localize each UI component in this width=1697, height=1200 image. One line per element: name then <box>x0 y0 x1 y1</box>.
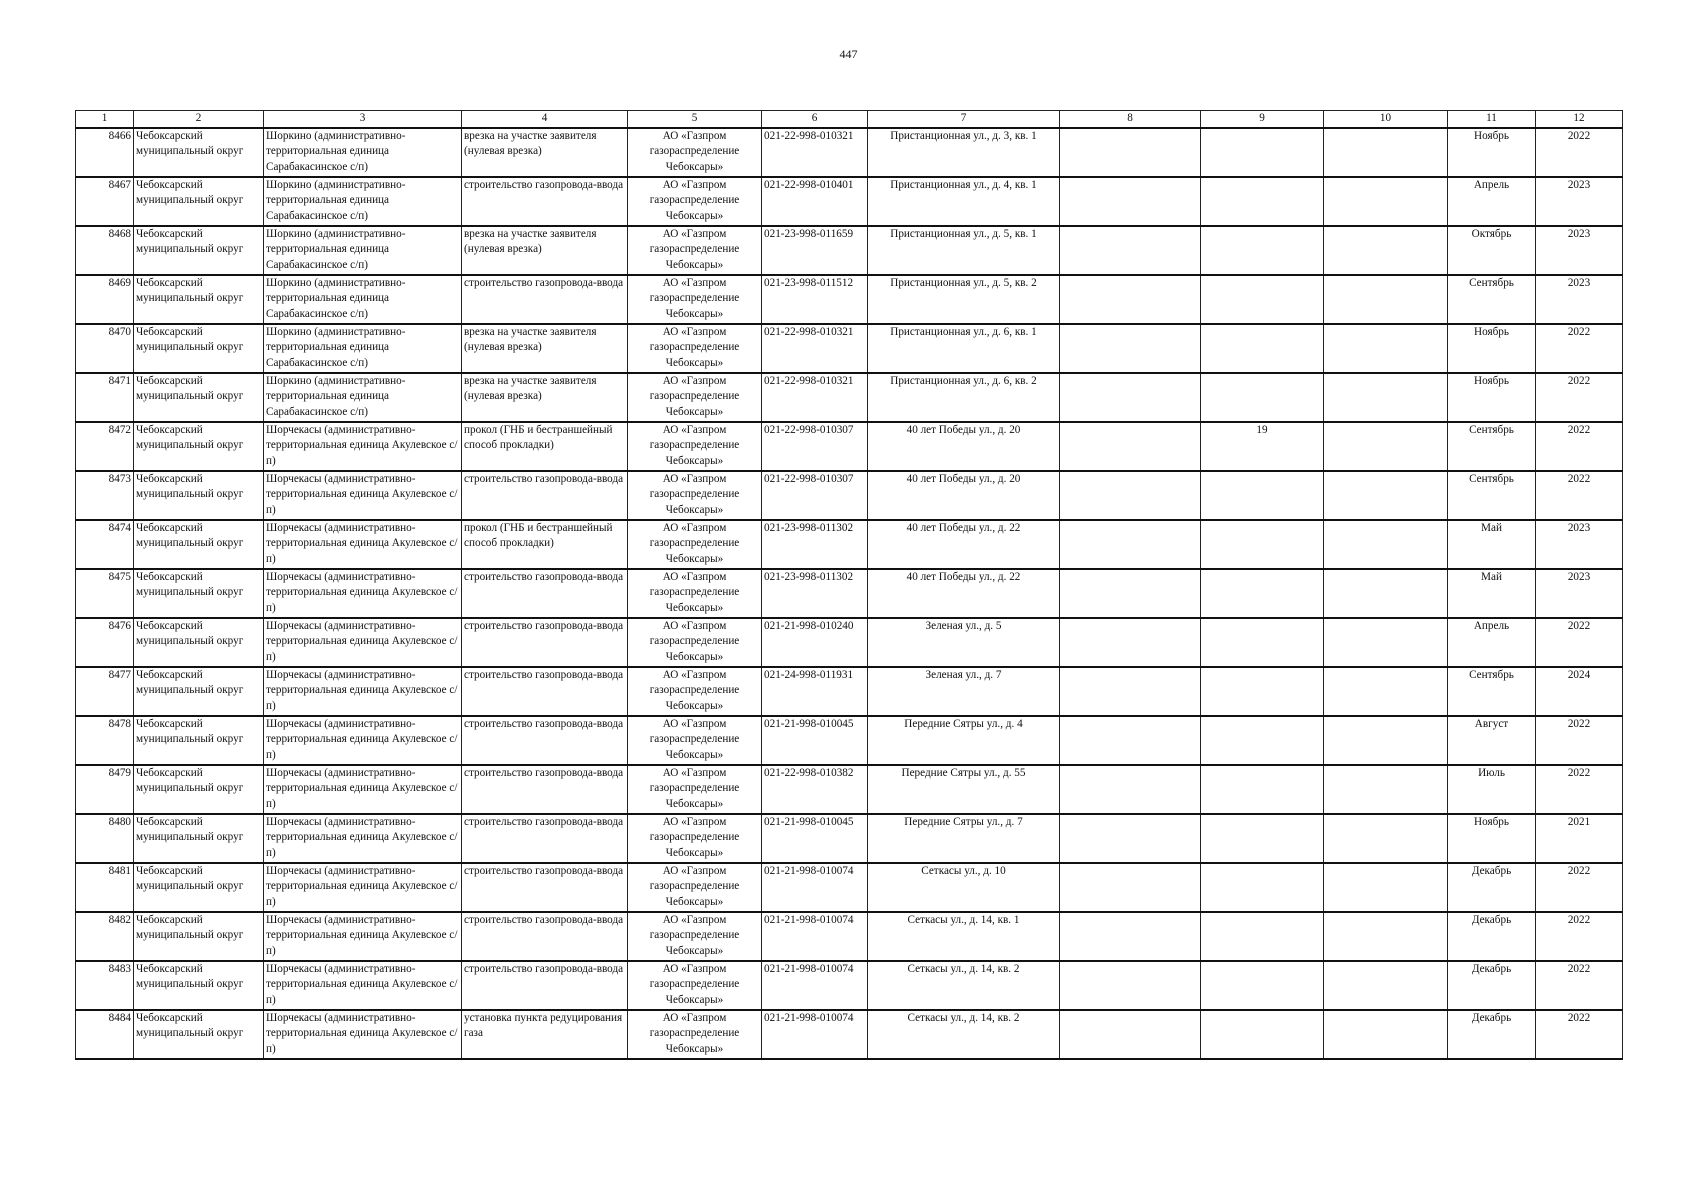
organization-cell: АО «Газпром газораспределение Чебоксары» <box>628 716 762 765</box>
table-row <box>76 177 1623 226</box>
code-cell: 021-21-998-010074 <box>762 863 868 912</box>
address-cell: Зеленая ул., д. 5 <box>868 618 1060 667</box>
column-9-cell <box>1201 373 1324 422</box>
table-row <box>76 961 1623 1010</box>
locality-cell: Шоркино (административно-территориальная единица Сарабакасинское с/п) <box>264 373 462 422</box>
column-10-cell <box>1324 912 1448 961</box>
code-cell: 021-21-998-010074 <box>762 1010 868 1059</box>
column-header: 4 <box>462 111 628 128</box>
organization-cell: АО «Газпром газораспределение Чебоксары» <box>628 128 762 177</box>
month-cell: Сентябрь <box>1448 667 1536 716</box>
code-cell: 021-23-998-011512 <box>762 275 868 324</box>
address-cell: Пристанционная ул., д. 5, кв. 1 <box>868 226 1060 275</box>
organization-cell: АО «Газпром газораспределение Чебоксары» <box>628 961 762 1010</box>
organization-cell: АО «Газпром газораспределение Чебоксары» <box>628 471 762 520</box>
column-8-cell <box>1060 765 1201 814</box>
column-10-cell <box>1324 324 1448 373</box>
column-header: 6 <box>762 111 868 128</box>
column-10-cell <box>1324 422 1448 471</box>
column-9-cell <box>1201 520 1324 569</box>
column-8-cell <box>1060 275 1201 324</box>
work-type-cell: врезка на участке заявителя (нулевая врезка) <box>462 128 628 177</box>
locality-cell: Шорчекасы (административно-территориальная единица Акулевское с/п) <box>264 422 462 471</box>
row-number-cell: 8468 <box>76 226 134 275</box>
district-cell: Чебоксарский муниципальный округ <box>134 226 264 275</box>
row-number-cell: 8474 <box>76 520 134 569</box>
month-cell: Ноябрь <box>1448 814 1536 863</box>
locality-cell: Шорчекасы (административно-территориальная единица Акулевское с/п) <box>264 618 462 667</box>
row-number-cell: 8475 <box>76 569 134 618</box>
month-cell: Декабрь <box>1448 863 1536 912</box>
locality-cell: Шорчекасы (административно-территориальная единица Акулевское с/п) <box>264 471 462 520</box>
column-8-cell <box>1060 863 1201 912</box>
column-10-cell <box>1324 765 1448 814</box>
table-row <box>76 520 1623 569</box>
address-cell: Пристанционная ул., д. 6, кв. 1 <box>868 324 1060 373</box>
address-cell: Передние Сятры ул., д. 7 <box>868 814 1060 863</box>
work-type-cell: установка пункта редуцирования газа <box>462 1010 628 1059</box>
locality-cell: Шорчекасы (административно-территориальная единица Акулевское с/п) <box>264 765 462 814</box>
work-type-cell: строительство газопровода-ввода <box>462 961 628 1010</box>
year-cell: 2023 <box>1536 177 1623 226</box>
column-9-cell <box>1201 961 1324 1010</box>
code-cell: 021-23-998-011302 <box>762 520 868 569</box>
table-row <box>76 765 1623 814</box>
work-type-cell: строительство газопровода-ввода <box>462 863 628 912</box>
locality-cell: Шоркино (административно-территориальная единица Сарабакасинское с/п) <box>264 275 462 324</box>
organization-cell: АО «Газпром газораспределение Чебоксары» <box>628 226 762 275</box>
row-number-cell: 8472 <box>76 422 134 471</box>
month-cell: Декабрь <box>1448 912 1536 961</box>
code-cell: 021-22-998-010401 <box>762 177 868 226</box>
table-row <box>76 275 1623 324</box>
district-cell: Чебоксарский муниципальный округ <box>134 961 264 1010</box>
organization-cell: АО «Газпром газораспределение Чебоксары» <box>628 422 762 471</box>
column-8-cell <box>1060 471 1201 520</box>
district-cell: Чебоксарский муниципальный округ <box>134 667 264 716</box>
column-8-cell <box>1060 520 1201 569</box>
month-cell: Ноябрь <box>1448 373 1536 422</box>
column-8-cell <box>1060 716 1201 765</box>
district-cell: Чебоксарский муниципальный округ <box>134 912 264 961</box>
column-header: 2 <box>134 111 264 128</box>
code-cell: 021-21-998-010240 <box>762 618 868 667</box>
table-row <box>76 569 1623 618</box>
column-8-cell <box>1060 226 1201 275</box>
work-type-cell: строительство газопровода-ввода <box>462 569 628 618</box>
organization-cell: АО «Газпром газораспределение Чебоксары» <box>628 324 762 373</box>
column-8-cell <box>1060 324 1201 373</box>
locality-cell: Шоркино (административно-территориальная единица Сарабакасинское с/п) <box>264 226 462 275</box>
code-cell: 021-22-998-010382 <box>762 765 868 814</box>
district-cell: Чебоксарский муниципальный округ <box>134 177 264 226</box>
column-10-cell <box>1324 814 1448 863</box>
code-cell: 021-22-998-010321 <box>762 128 868 177</box>
year-cell: 2022 <box>1536 373 1623 422</box>
column-9-cell <box>1201 324 1324 373</box>
row-number-cell: 8480 <box>76 814 134 863</box>
organization-cell: АО «Газпром газораспределение Чебоксары» <box>628 814 762 863</box>
code-cell: 021-21-998-010074 <box>762 912 868 961</box>
district-cell: Чебоксарский муниципальный округ <box>134 1010 264 1059</box>
table-row <box>76 863 1623 912</box>
work-type-cell: строительство газопровода-ввода <box>462 275 628 324</box>
table-row <box>76 618 1623 667</box>
year-cell: 2021 <box>1536 814 1623 863</box>
work-type-cell: строительство газопровода-ввода <box>462 667 628 716</box>
month-cell: Апрель <box>1448 177 1536 226</box>
year-cell: 2022 <box>1536 863 1623 912</box>
column-8-cell <box>1060 814 1201 863</box>
column-header: 3 <box>264 111 462 128</box>
registry-table <box>75 110 1623 1060</box>
month-cell: Май <box>1448 520 1536 569</box>
column-9-cell <box>1201 275 1324 324</box>
address-cell: Пристанционная ул., д. 3, кв. 1 <box>868 128 1060 177</box>
column-header: 1 <box>76 111 134 128</box>
column-10-cell <box>1324 520 1448 569</box>
column-10-cell <box>1324 569 1448 618</box>
code-cell: 021-24-998-011931 <box>762 667 868 716</box>
column-9-cell <box>1201 128 1324 177</box>
work-type-cell: строительство газопровода-ввода <box>462 716 628 765</box>
column-9-cell: 19 <box>1201 422 1324 471</box>
row-number-cell: 8482 <box>76 912 134 961</box>
locality-cell: Шорчекасы (административно-территориальная единица Акулевское с/п) <box>264 716 462 765</box>
month-cell: Апрель <box>1448 618 1536 667</box>
work-type-cell: врезка на участке заявителя (нулевая врезка) <box>462 226 628 275</box>
code-cell: 021-22-998-010321 <box>762 324 868 373</box>
code-cell: 021-21-998-010074 <box>762 961 868 1010</box>
column-10-cell <box>1324 226 1448 275</box>
column-10-cell <box>1324 618 1448 667</box>
month-cell: Сентябрь <box>1448 422 1536 471</box>
column-8-cell <box>1060 177 1201 226</box>
locality-cell: Шоркино (административно-территориальная единица Сарабакасинское с/п) <box>264 324 462 373</box>
column-9-cell <box>1201 471 1324 520</box>
work-type-cell: строительство газопровода-ввода <box>462 177 628 226</box>
district-cell: Чебоксарский муниципальный округ <box>134 128 264 177</box>
organization-cell: АО «Газпром газораспределение Чебоксары» <box>628 765 762 814</box>
row-number-cell: 8467 <box>76 177 134 226</box>
organization-cell: АО «Газпром газораспределение Чебоксары» <box>628 373 762 422</box>
code-cell: 021-23-998-011659 <box>762 226 868 275</box>
code-cell: 021-22-998-010307 <box>762 422 868 471</box>
organization-cell: АО «Газпром газораспределение Чебоксары» <box>628 177 762 226</box>
year-cell: 2022 <box>1536 961 1623 1010</box>
table-body <box>76 128 1623 1059</box>
address-cell: Передние Сятры ул., д. 4 <box>868 716 1060 765</box>
page-number: 447 <box>839 47 858 61</box>
district-cell: Чебоксарский муниципальный округ <box>134 814 264 863</box>
organization-cell: АО «Газпром газораспределение Чебоксары» <box>628 520 762 569</box>
column-9-cell <box>1201 1010 1324 1059</box>
district-cell: Чебоксарский муниципальный округ <box>134 275 264 324</box>
column-8-cell <box>1060 667 1201 716</box>
work-type-cell: прокол (ГНБ и бестраншейный способ прокладки) <box>462 422 628 471</box>
month-cell: Декабрь <box>1448 961 1536 1010</box>
column-header: 5 <box>628 111 762 128</box>
district-cell: Чебоксарский муниципальный округ <box>134 716 264 765</box>
table-row <box>76 324 1623 373</box>
month-cell: Май <box>1448 569 1536 618</box>
row-number-cell: 8483 <box>76 961 134 1010</box>
month-cell: Декабрь <box>1448 1010 1536 1059</box>
month-cell: Ноябрь <box>1448 324 1536 373</box>
district-cell: Чебоксарский муниципальный округ <box>134 863 264 912</box>
column-10-cell <box>1324 863 1448 912</box>
year-cell: 2023 <box>1536 226 1623 275</box>
organization-cell: АО «Газпром газораспределение Чебоксары» <box>628 912 762 961</box>
row-number-cell: 8471 <box>76 373 134 422</box>
organization-cell: АО «Газпром газораспределение Чебоксары» <box>628 618 762 667</box>
district-cell: Чебоксарский муниципальный округ <box>134 422 264 471</box>
year-cell: 2022 <box>1536 422 1623 471</box>
locality-cell: Шорчекасы (административно-территориальная единица Акулевское с/п) <box>264 814 462 863</box>
column-9-cell <box>1201 667 1324 716</box>
column-9-cell <box>1201 226 1324 275</box>
table-row <box>76 667 1623 716</box>
column-8-cell <box>1060 1010 1201 1059</box>
address-cell: Зеленая ул., д. 7 <box>868 667 1060 716</box>
month-cell: Август <box>1448 716 1536 765</box>
district-cell: Чебоксарский муниципальный округ <box>134 765 264 814</box>
address-cell: 40 лет Победы ул., д. 20 <box>868 422 1060 471</box>
table-row <box>76 1010 1623 1059</box>
column-10-cell <box>1324 275 1448 324</box>
locality-cell: Шорчекасы (административно-территориальная единица Акулевское с/п) <box>264 569 462 618</box>
code-cell: 021-23-998-011302 <box>762 569 868 618</box>
work-type-cell: строительство газопровода-ввода <box>462 618 628 667</box>
work-type-cell: строительство газопровода-ввода <box>462 814 628 863</box>
column-10-cell <box>1324 716 1448 765</box>
year-cell: 2022 <box>1536 1010 1623 1059</box>
column-10-cell <box>1324 373 1448 422</box>
column-10-cell <box>1324 128 1448 177</box>
column-10-cell <box>1324 471 1448 520</box>
locality-cell: Шорчекасы (административно-территориальная единица Акулевское с/п) <box>264 520 462 569</box>
column-10-cell <box>1324 961 1448 1010</box>
column-8-cell <box>1060 569 1201 618</box>
column-9-cell <box>1201 177 1324 226</box>
row-number-cell: 8477 <box>76 667 134 716</box>
address-cell: Передние Сятры ул., д. 55 <box>868 765 1060 814</box>
table-row <box>76 128 1623 177</box>
year-cell: 2022 <box>1536 324 1623 373</box>
row-number-cell: 8469 <box>76 275 134 324</box>
address-cell: Сеткасы ул., д. 14, кв. 2 <box>868 961 1060 1010</box>
column-9-cell <box>1201 618 1324 667</box>
column-9-cell <box>1201 569 1324 618</box>
organization-cell: АО «Газпром газораспределение Чебоксары» <box>628 569 762 618</box>
code-cell: 021-21-998-010045 <box>762 814 868 863</box>
code-cell: 021-21-998-010045 <box>762 716 868 765</box>
month-cell: Июль <box>1448 765 1536 814</box>
locality-cell: Шоркино (административно-территориальная единица Сарабакасинское с/п) <box>264 128 462 177</box>
column-8-cell <box>1060 912 1201 961</box>
organization-cell: АО «Газпром газораспределение Чебоксары» <box>628 667 762 716</box>
locality-cell: Шорчекасы (административно-территориальная единица Акулевское с/п) <box>264 912 462 961</box>
table-row <box>76 716 1623 765</box>
year-cell: 2022 <box>1536 716 1623 765</box>
row-number-cell: 8481 <box>76 863 134 912</box>
month-cell: Сентябрь <box>1448 275 1536 324</box>
column-header: 11 <box>1448 111 1536 128</box>
organization-cell: АО «Газпром газораспределение Чебоксары» <box>628 1010 762 1059</box>
district-cell: Чебоксарский муниципальный округ <box>134 324 264 373</box>
row-number-cell: 8479 <box>76 765 134 814</box>
column-9-cell <box>1201 912 1324 961</box>
column-header: 10 <box>1324 111 1448 128</box>
column-header: 7 <box>868 111 1060 128</box>
table-row <box>76 471 1623 520</box>
year-cell: 2022 <box>1536 765 1623 814</box>
district-cell: Чебоксарский муниципальный округ <box>134 373 264 422</box>
locality-cell: Шорчекасы (административно-территориальная единица Акулевское с/п) <box>264 961 462 1010</box>
column-8-cell <box>1060 128 1201 177</box>
column-8-cell <box>1060 373 1201 422</box>
work-type-cell: врезка на участке заявителя (нулевая врезка) <box>462 324 628 373</box>
address-cell: Сеткасы ул., д. 14, кв. 1 <box>868 912 1060 961</box>
row-number-cell: 8470 <box>76 324 134 373</box>
address-cell: Сеткасы ул., д. 10 <box>868 863 1060 912</box>
code-cell: 021-22-998-010321 <box>762 373 868 422</box>
year-cell: 2022 <box>1536 912 1623 961</box>
address-cell: Пристанционная ул., д. 4, кв. 1 <box>868 177 1060 226</box>
column-8-cell <box>1060 961 1201 1010</box>
year-cell: 2022 <box>1536 128 1623 177</box>
row-number-cell: 8484 <box>76 1010 134 1059</box>
column-8-cell <box>1060 618 1201 667</box>
year-cell: 2023 <box>1536 569 1623 618</box>
column-10-cell <box>1324 1010 1448 1059</box>
locality-cell: Шорчекасы (административно-территориальная единица Акулевское с/п) <box>264 863 462 912</box>
district-cell: Чебоксарский муниципальный округ <box>134 618 264 667</box>
table-row <box>76 226 1623 275</box>
address-cell: 40 лет Победы ул., д. 20 <box>868 471 1060 520</box>
address-cell: 40 лет Победы ул., д. 22 <box>868 520 1060 569</box>
district-cell: Чебоксарский муниципальный округ <box>134 520 264 569</box>
column-9-cell <box>1201 863 1324 912</box>
work-type-cell: врезка на участке заявителя (нулевая врезка) <box>462 373 628 422</box>
table-row <box>76 422 1623 471</box>
column-10-cell <box>1324 667 1448 716</box>
work-type-cell: строительство газопровода-ввода <box>462 471 628 520</box>
column-header: 12 <box>1536 111 1623 128</box>
address-cell: 40 лет Победы ул., д. 22 <box>868 569 1060 618</box>
column-8-cell <box>1060 422 1201 471</box>
work-type-cell: строительство газопровода-ввода <box>462 765 628 814</box>
column-header: 9 <box>1201 111 1324 128</box>
year-cell: 2024 <box>1536 667 1623 716</box>
district-cell: Чебоксарский муниципальный округ <box>134 471 264 520</box>
year-cell: 2022 <box>1536 618 1623 667</box>
code-cell: 021-22-998-010307 <box>762 471 868 520</box>
work-type-cell: строительство газопровода-ввода <box>462 912 628 961</box>
address-cell: Сеткасы ул., д. 14, кв. 2 <box>868 1010 1060 1059</box>
locality-cell: Шоркино (административно-территориальная единица Сарабакасинское с/п) <box>264 177 462 226</box>
organization-cell: АО «Газпром газораспределение Чебоксары» <box>628 863 762 912</box>
column-9-cell <box>1201 716 1324 765</box>
column-header: 8 <box>1060 111 1201 128</box>
organization-cell: АО «Газпром газораспределение Чебоксары» <box>628 275 762 324</box>
table-row <box>76 373 1623 422</box>
table-row <box>76 912 1623 961</box>
row-number-cell: 8473 <box>76 471 134 520</box>
row-number-cell: 8478 <box>76 716 134 765</box>
year-cell: 2023 <box>1536 520 1623 569</box>
table-row <box>76 814 1623 863</box>
year-cell: 2022 <box>1536 471 1623 520</box>
column-10-cell <box>1324 177 1448 226</box>
column-9-cell <box>1201 765 1324 814</box>
locality-cell: Шорчекасы (административно-территориальная единица Акулевское с/п) <box>264 1010 462 1059</box>
address-cell: Пристанционная ул., д. 5, кв. 2 <box>868 275 1060 324</box>
month-cell: Ноябрь <box>1448 128 1536 177</box>
district-cell: Чебоксарский муниципальный округ <box>134 569 264 618</box>
column-9-cell <box>1201 814 1324 863</box>
header-row <box>76 111 1623 128</box>
month-cell: Сентябрь <box>1448 471 1536 520</box>
work-type-cell: прокол (ГНБ и бестраншейный способ прокладки) <box>462 520 628 569</box>
address-cell: Пристанционная ул., д. 6, кв. 2 <box>868 373 1060 422</box>
month-cell: Октябрь <box>1448 226 1536 275</box>
row-number-cell: 8466 <box>76 128 134 177</box>
row-number-cell: 8476 <box>76 618 134 667</box>
year-cell: 2023 <box>1536 275 1623 324</box>
locality-cell: Шорчекасы (административно-территориальная единица Акулевское с/п) <box>264 667 462 716</box>
